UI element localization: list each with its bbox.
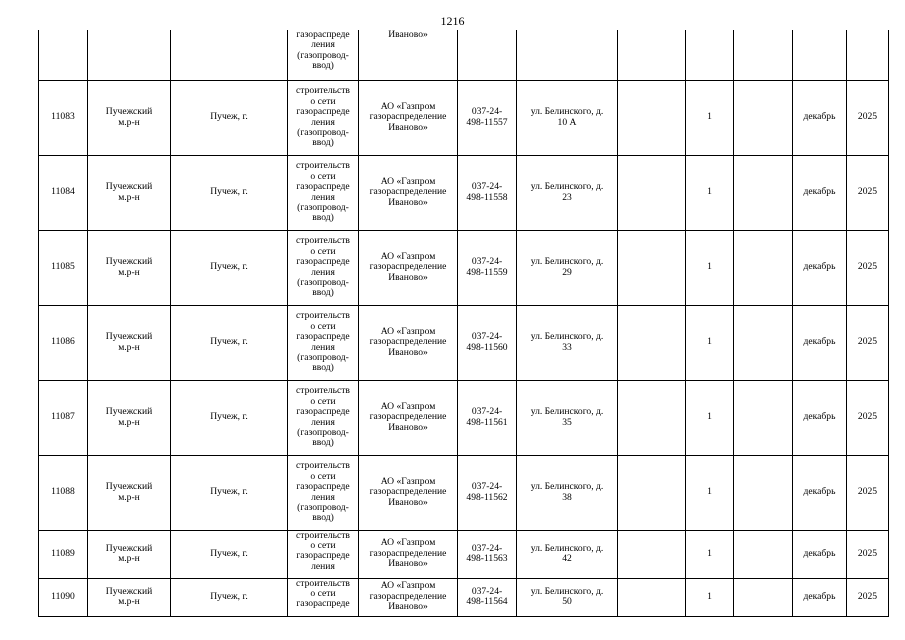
cell-address: ул. Белинского, д. 29: [517, 230, 618, 305]
table-row: [39, 455, 889, 530]
cell-qty: 1: [686, 305, 734, 380]
cell-month: декабрь: [793, 155, 847, 230]
cell-month: [793, 30, 847, 80]
cell-id: 11088: [39, 455, 88, 530]
cell-blank: [618, 80, 686, 155]
cell-locality: Пучеж, г.: [171, 80, 288, 155]
cell-number: 037-24- 498-11557: [458, 80, 517, 155]
cell-month: декабрь: [793, 530, 847, 578]
cell-kind: строительств о сети газораспреде ления (газопровод- ввод): [288, 230, 359, 305]
cell-number: [458, 30, 517, 80]
cell-locality: Пучеж, г.: [171, 530, 288, 578]
cell-district: [88, 30, 171, 80]
cell-blank: [618, 380, 686, 455]
cell-id: 11084: [39, 155, 88, 230]
cell-address: ул. Белинского, д. 38: [517, 455, 618, 530]
cell-district: Пучежский м.р-н: [88, 530, 171, 578]
cell-qty: [686, 30, 734, 80]
cell-blank: [734, 530, 793, 578]
cell-number: 037-24- 498-11563: [458, 530, 517, 578]
cell-id: 11086: [39, 305, 88, 380]
cell-org: АО «Газпром газораспределение Иваново»: [359, 578, 458, 616]
cell-org: АО «Газпром газораспределение Иваново»: [359, 455, 458, 530]
cell-year: 2025: [847, 80, 889, 155]
cell-locality: Пучеж, г.: [171, 230, 288, 305]
cell-month: декабрь: [793, 455, 847, 530]
cell-district: Пучежский м.р-н: [88, 455, 171, 530]
cell-blank: [618, 578, 686, 616]
cell-number: 037-24- 498-11560: [458, 305, 517, 380]
cell-address: ул. Белинского, д. 50: [517, 578, 618, 616]
cell-district: Пучежский м.р-н: [88, 380, 171, 455]
cell-address: ул. Белинского, д. 42: [517, 530, 618, 578]
cell-locality: Пучеж, г.: [171, 305, 288, 380]
cell-address: ул. Белинского, д. 23: [517, 155, 618, 230]
cell-org: АО «Газпром газораспределение Иваново»: [359, 380, 458, 455]
cell-kind: строительств о сети газораспреде ления (газопровод- ввод): [288, 155, 359, 230]
cell-id: 11090: [39, 578, 88, 616]
cell-year: 2025: [847, 455, 889, 530]
cell-month: декабрь: [793, 230, 847, 305]
cell-id: [39, 30, 88, 80]
cell-kind: строительств о сети газораспреде ления (газопровод- ввод): [288, 380, 359, 455]
cell-blank: [734, 30, 793, 80]
cell-blank: [734, 380, 793, 455]
table-row: [39, 155, 889, 230]
cell-kind: строительств о сети газораспреде ления (газопровод- ввод): [288, 305, 359, 380]
cell-month: декабрь: [793, 305, 847, 380]
cell-month: декабрь: [793, 380, 847, 455]
cell-id: 11089: [39, 530, 88, 578]
table-row: [39, 80, 889, 155]
cell-locality: Пучеж, г.: [171, 455, 288, 530]
cell-kind: газораспреде ления (газопровод- ввод): [288, 30, 359, 80]
cell-kind: строительств о сети газораспреде ления: [288, 530, 359, 578]
cell-district: Пучежский м.р-н: [88, 230, 171, 305]
cell-year: 2025: [847, 230, 889, 305]
cell-blank: [618, 30, 686, 80]
cell-org: АО «Газпром газораспределение Иваново»: [359, 155, 458, 230]
cell-blank: [734, 578, 793, 616]
cell-blank: [734, 80, 793, 155]
cell-org: АО «Газпром газораспределение Иваново»: [359, 530, 458, 578]
cell-blank: [618, 155, 686, 230]
cell-address: ул. Белинского, д. 10 А: [517, 80, 618, 155]
cell-district: Пучежский м.р-н: [88, 578, 171, 616]
cell-district: Пучежский м.р-н: [88, 80, 171, 155]
page-number: 1216: [440, 14, 465, 28]
cell-address: ул. Белинского, д. 33: [517, 305, 618, 380]
cell-blank: [618, 230, 686, 305]
cell-kind: строительств о сети газораспреде: [288, 578, 359, 616]
table-body: [39, 30, 889, 616]
cell-blank: [618, 530, 686, 578]
cell-locality: Пучеж, г.: [171, 155, 288, 230]
cell-district: Пучежский м.р-н: [88, 305, 171, 380]
cell-month: декабрь: [793, 578, 847, 616]
cell-qty: 1: [686, 80, 734, 155]
table-row: [39, 380, 889, 455]
cell-qty: 1: [686, 578, 734, 616]
cell-blank: [734, 230, 793, 305]
cell-district: Пучежский м.р-н: [88, 155, 171, 230]
cell-org: Иваново»: [359, 30, 458, 80]
cell-id: 11083: [39, 80, 88, 155]
cell-qty: 1: [686, 380, 734, 455]
cell-number: 037-24- 498-11564: [458, 578, 517, 616]
cell-number: 037-24- 498-11562: [458, 455, 517, 530]
cell-blank: [734, 155, 793, 230]
cell-blank: [734, 455, 793, 530]
cell-blank: [734, 305, 793, 380]
cell-year: 2025: [847, 530, 889, 578]
cell-number: 037-24- 498-11558: [458, 155, 517, 230]
cell-address: ул. Белинского, д. 35: [517, 380, 618, 455]
cell-month: декабрь: [793, 80, 847, 155]
cell-kind: строительств о сети газораспреде ления (газопровод- ввод): [288, 80, 359, 155]
cell-address: [517, 30, 618, 80]
cell-qty: 1: [686, 230, 734, 305]
cell-year: 2025: [847, 155, 889, 230]
cell-year: [847, 30, 889, 80]
table-row: [39, 578, 889, 616]
cell-org: АО «Газпром газораспределение Иваново»: [359, 80, 458, 155]
cell-locality: Пучеж, г.: [171, 380, 288, 455]
cell-id: 11087: [39, 380, 88, 455]
cell-id: 11085: [39, 230, 88, 305]
cell-kind: строительств о сети газораспреде ления (газопровод- ввод): [288, 455, 359, 530]
cell-year: 2025: [847, 305, 889, 380]
cell-year: 2025: [847, 380, 889, 455]
cell-qty: 1: [686, 455, 734, 530]
cell-qty: 1: [686, 155, 734, 230]
cell-qty: 1: [686, 530, 734, 578]
table-row: [39, 230, 889, 305]
cell-year: 2025: [847, 578, 889, 616]
cell-locality: Пучеж, г.: [171, 578, 288, 616]
cell-number: 037-24- 498-11559: [458, 230, 517, 305]
cell-blank: [618, 455, 686, 530]
cell-org: АО «Газпром газораспределение Иваново»: [359, 230, 458, 305]
cell-org: АО «Газпром газораспределение Иваново»: [359, 305, 458, 380]
cell-locality: [171, 30, 288, 80]
cell-number: 037-24- 498-11561: [458, 380, 517, 455]
registry-table: [38, 30, 889, 617]
table-row-partial: [39, 30, 889, 80]
table-row: [39, 530, 889, 578]
cell-blank: [618, 305, 686, 380]
table-row: [39, 305, 889, 380]
